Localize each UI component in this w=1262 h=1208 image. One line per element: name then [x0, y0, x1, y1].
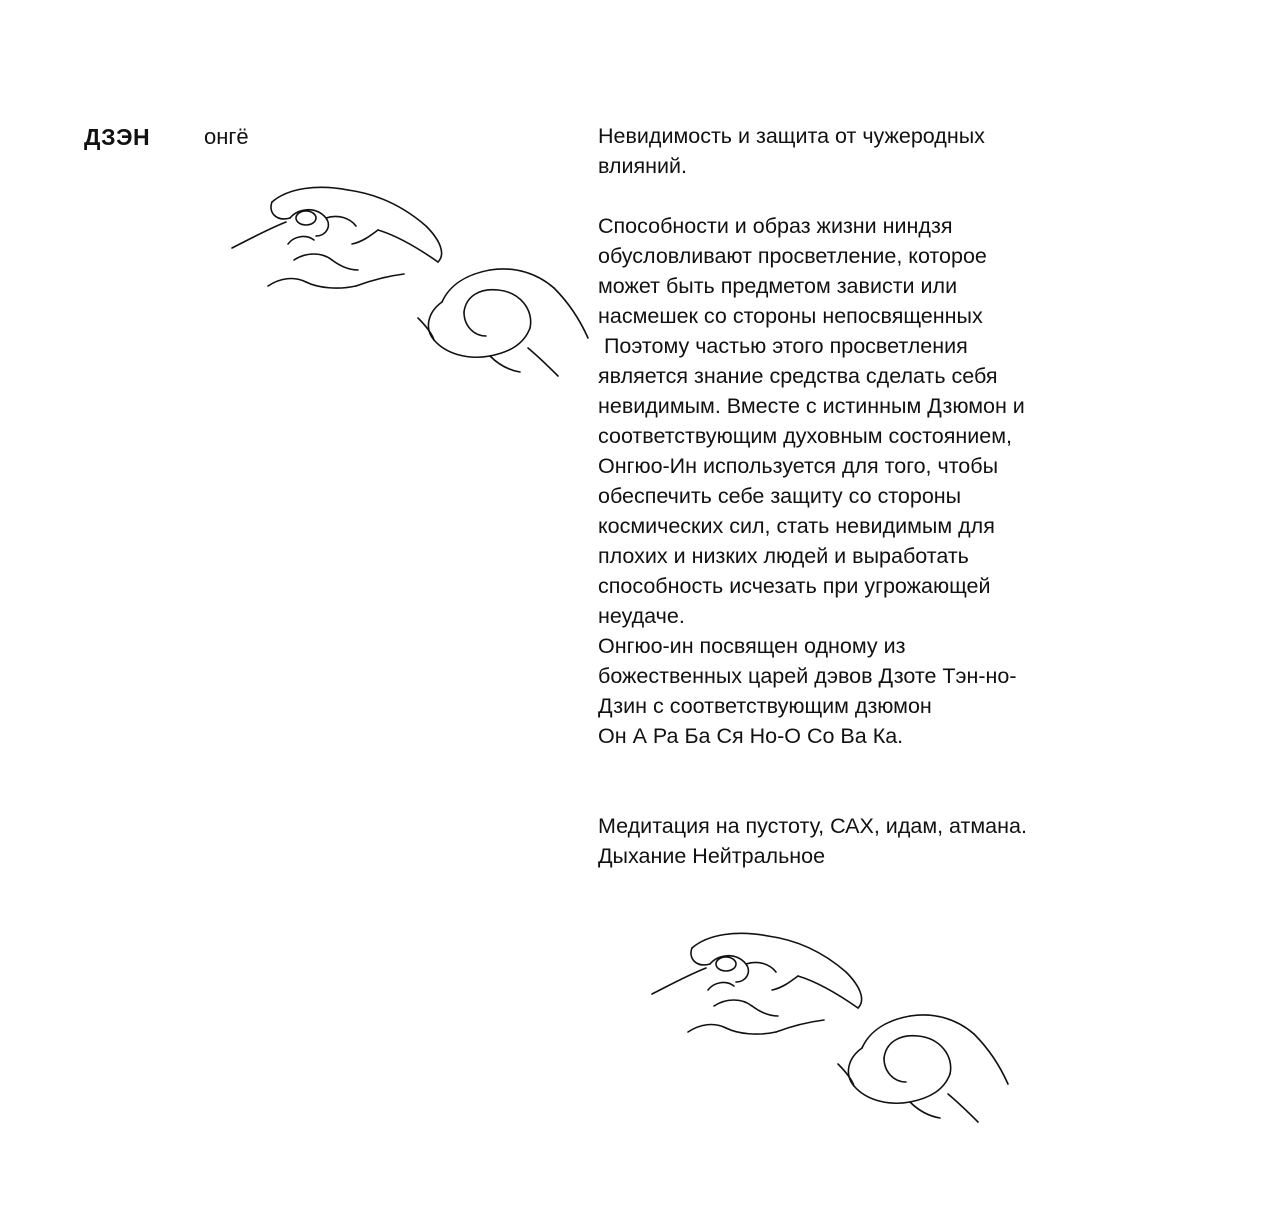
hand-mudra-illustration-top: [228, 178, 592, 382]
main-paragraph: [598, 211, 1118, 751]
mudra-name: онгё: [204, 124, 249, 149]
main-line: божественных царей дэвов Дзоте Тэн-но-: [598, 664, 1017, 688]
hand-mudra-illustration-bottom: [648, 924, 1012, 1128]
meditation-paragraph: [598, 811, 1118, 871]
main-line: является знание средства сделать себя: [598, 364, 998, 388]
main-line: Поэтому частью этого просветления: [598, 334, 968, 358]
main-line: Онгюо-Ин используется для того, чтобы: [598, 454, 999, 478]
description-column: [598, 121, 1118, 871]
main-line: невидимым. Вместе с истинным Дзюмон и: [598, 394, 1025, 418]
main-line: обеспечить себе защиту со стороны: [598, 484, 962, 508]
main-line: Онгюо-ин посвящен одному из: [598, 634, 906, 658]
main-line: Дзин с соответствующим дзюмон: [598, 694, 932, 718]
main-line: Он А Ра Ба Ся Но-О Со Ва Ка.: [598, 724, 904, 748]
main-line: соответствующим духовным состоянием,: [598, 424, 1012, 448]
main-line: способность исчезать при угрожающей: [598, 574, 991, 598]
meditation-line: Медитация на пустоту, САХ, идам, атмана.: [598, 814, 1027, 838]
main-line: Способности и образ жизни ниндзя: [598, 214, 953, 238]
meditation-line: Дыхание Нейтральное: [598, 844, 826, 868]
main-line: может быть предметом зависти или: [598, 274, 958, 298]
main-line: неудаче.: [598, 604, 685, 628]
main-line: плохих и низких людей и выработать: [598, 544, 969, 568]
intro-paragraph: [598, 121, 1118, 181]
main-line: космических сил, стать невидимым для: [598, 514, 995, 538]
intro-line: Невидимость и защита от чужеродных: [598, 124, 985, 148]
mudra-category-title: ДЗЭН: [84, 124, 151, 150]
intro-line: влияний.: [598, 154, 687, 178]
main-line: обусловливают просветление, которое: [598, 244, 987, 268]
main-line: насмешек со стороны непосвященных: [598, 304, 983, 328]
